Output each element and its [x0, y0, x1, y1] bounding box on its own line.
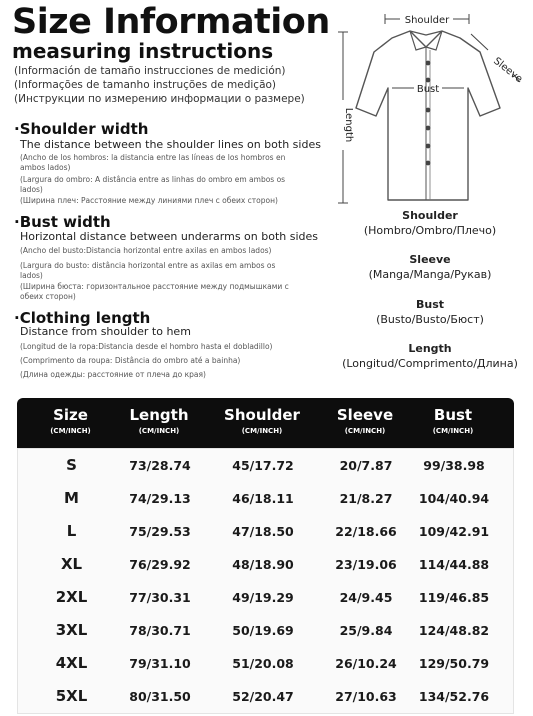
column-bust [403, 405, 503, 437]
cell-shoulder: 46/18.11 [232, 491, 294, 506]
column-shoulder [212, 405, 312, 437]
cell-sleeve: 21/8.27 [339, 491, 393, 506]
legend-bust-translations: (Busto/Busto/Бюст) [376, 313, 484, 326]
cell-shoulder: 52/20.47 [232, 689, 294, 704]
cell-sleeve: 22/18.66 [335, 524, 397, 539]
legend-shoulder-translations: (Hombro/Ombro/Плечо) [363, 224, 497, 237]
shirt-diagram [330, 8, 530, 208]
cell-bust: 114/44.88 [418, 557, 490, 572]
shoulder-width-note-ru: (Ширина плеч: Расстояние между линиями плеч с обеих сторон) [20, 196, 278, 205]
cell-sleeve: 24/9.45 [339, 590, 393, 605]
subtitle-line-es: (Información de tamaño instrucciones de medición) [14, 65, 286, 77]
shoulder-width-desc: The distance between the shoulder lines on both sides [20, 138, 321, 151]
cell-length: 74/29.13 [129, 491, 191, 506]
legend-sleeve [330, 253, 530, 282]
size-table [17, 398, 514, 714]
cell-size: L [66, 522, 77, 540]
table-row [18, 647, 515, 680]
cell-length: 79/31.10 [129, 656, 191, 671]
legend-length [330, 342, 530, 371]
legend-bust [330, 298, 530, 327]
cell-shoulder: 50/19.69 [232, 623, 294, 638]
column-length-unit: (CM/INCH) [138, 427, 180, 435]
subtitle-line-ru: (Инструкции по измерению информации о размере) [14, 93, 305, 105]
cell-shoulder: 51/20.08 [232, 656, 294, 671]
bust-width-desc: Horizontal distance between underarms on both sides [20, 230, 319, 243]
cell-length: 76/29.92 [129, 557, 191, 572]
cell-sleeve: 23/19.06 [335, 557, 397, 572]
table-row [18, 548, 515, 581]
bust-width-note-es: (Ancho del busto:Distancia horizontal entre axilas en ambos lados) [20, 246, 272, 255]
shoulder-width-heading: ·Shoulder width [14, 120, 149, 138]
cell-bust: 119/46.85 [418, 590, 490, 605]
clothing-length-note-ru: (Длина одежды: расстояние от плеча до края) [20, 370, 206, 379]
cell-bust: 109/42.91 [418, 524, 490, 539]
cell-shoulder: 49/19.29 [232, 590, 294, 605]
size-table-body [17, 448, 514, 714]
shoulder-width-note-pt: (Largura do ombro: A distância entre as linhas do ombro em ambos os lados) [20, 175, 286, 194]
cell-sleeve: 26/10.24 [335, 656, 397, 671]
cell-bust: 129/50.79 [418, 656, 490, 671]
column-length-label: Length [129, 406, 189, 424]
subtitle-line-pt: (Informações de tamanho instruções de medição) [14, 79, 277, 91]
cell-length: 78/30.71 [129, 623, 191, 638]
column-size [23, 405, 118, 437]
table-row [18, 515, 515, 548]
column-shoulder-label: Shoulder [224, 406, 300, 424]
table-row [18, 614, 515, 647]
cell-size: M [64, 489, 79, 507]
legend-length-heading: Length [408, 342, 452, 355]
shoulder-diagram-label: Shoulder [404, 15, 450, 26]
cell-shoulder: 45/17.72 [232, 458, 294, 473]
cell-bust: 124/48.82 [418, 623, 490, 638]
cell-bust: 99/38.98 [423, 458, 485, 473]
cell-size: XL [60, 555, 83, 573]
table-row [18, 449, 515, 482]
clothing-length-note-es: (Longitud de la ropa:Distancia desde el hombro hasta el dobladillo) [20, 342, 273, 351]
legend-bust-heading: Bust [415, 298, 445, 311]
sleeve-diagram-label: Sleeve [491, 55, 525, 85]
cell-length: 73/28.74 [129, 458, 191, 473]
cell-length: 77/30.31 [129, 590, 191, 605]
column-sleeve-label: Sleeve [336, 406, 394, 424]
page-subtitle: measuring instructions [12, 39, 274, 63]
cell-length: 75/29.53 [129, 524, 191, 539]
cell-sleeve: 25/9.84 [339, 623, 393, 638]
cell-bust: 134/52.76 [418, 689, 490, 704]
column-sleeve [315, 405, 415, 437]
size-table-header [17, 398, 514, 448]
table-row [18, 482, 515, 515]
table-row [18, 680, 515, 713]
cell-size: 5XL [55, 687, 88, 705]
cell-bust: 104/40.94 [418, 491, 490, 506]
cell-length: 80/31.50 [129, 689, 191, 704]
bust-width-note-pt: (Largura do busto: distância horizontal entre as axilas em ambos os lados) [20, 261, 276, 280]
legend-length-translations: (Longitud/Comprimento/Длина) [342, 357, 518, 370]
table-row [18, 581, 515, 614]
shoulder-width-note-es: (Ancho de los hombros: la distancia entre las líneas de los hombros en ambos lados) [20, 153, 286, 172]
cell-shoulder: 48/18.90 [232, 557, 294, 572]
clothing-length-heading: ·Clothing length [14, 309, 151, 327]
cell-size: 2XL [55, 588, 88, 606]
legend-sleeve-heading: Sleeve [409, 253, 451, 266]
legend-sleeve-translations: (Manga/Manga/Рукав) [368, 268, 492, 281]
bust-diagram-label: Bust [416, 84, 440, 95]
column-shoulder-unit: (CM/INCH) [241, 427, 283, 435]
bust-width-heading: ·Bust width [14, 213, 111, 231]
cell-sleeve: 27/10.63 [335, 689, 397, 704]
legend-shoulder-heading: Shoulder [402, 209, 458, 222]
cell-size: S [66, 456, 77, 474]
bust-width-note-ru: (Ширина бюста: горизонтальное расстояние между подмышками с обеих сторон) [20, 282, 289, 301]
column-bust-label: Bust [433, 406, 473, 424]
cell-shoulder: 47/18.50 [232, 524, 294, 539]
legend-shoulder [330, 209, 530, 238]
column-length [109, 405, 209, 437]
length-diagram-label: Length [343, 107, 354, 143]
column-size-label: Size [53, 406, 88, 424]
clothing-length-note-pt: (Comprimento da roupa: Distância do ombro até a bainha) [20, 356, 241, 365]
column-size-unit: (CM/INCH) [50, 427, 91, 435]
cell-size: 3XL [55, 621, 88, 639]
column-bust-unit: (CM/INCH) [432, 427, 474, 435]
page-title: Size Information [12, 2, 330, 42]
cell-sleeve: 20/7.87 [339, 458, 393, 473]
clothing-length-desc: Distance from shoulder to hem [20, 325, 191, 338]
cell-size: 4XL [55, 654, 88, 672]
column-sleeve-unit: (CM/INCH) [344, 427, 386, 435]
